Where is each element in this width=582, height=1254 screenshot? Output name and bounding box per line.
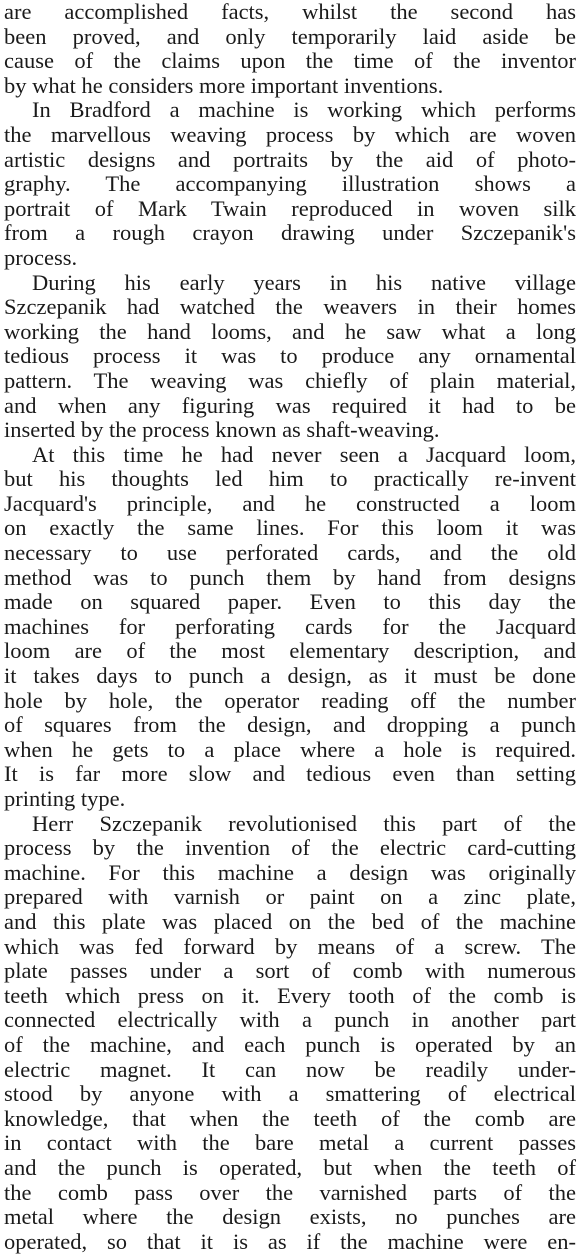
- text-line: tedious process it was to produce any ornamental: [4, 344, 576, 369]
- paragraph: [4, 812, 576, 1254]
- text-line: and the punch is operated, but when the teeth of: [4, 1155, 576, 1180]
- text-line: Szczepanik had watched the weavers in their homes: [4, 295, 576, 320]
- text-line: on exactly the same lines. For this loom it was: [4, 516, 576, 541]
- text-line: from a rough crayon drawing under Szczepanik's: [4, 221, 576, 246]
- text-line: prepared with varnish or paint on a zinc plate,: [4, 885, 576, 910]
- text-line: been proved, and only temporarily laid aside be: [4, 24, 576, 49]
- text-line: machine. For this machine a design was originally: [4, 860, 576, 885]
- text-line: working the hand looms, and he saw what a long: [4, 319, 576, 344]
- text-line: of squares from the design, and dropping a punch: [4, 713, 576, 738]
- text-line: in contact with the bare metal a current passes: [4, 1131, 576, 1156]
- text-line: knowledge, that when the teeth of the comb are: [4, 1106, 576, 1131]
- text-line: connected electrically with a punch in another part: [4, 1008, 576, 1033]
- text-line: graphy. The accompanying illustration shows a: [4, 172, 576, 197]
- text-line: the marvellous weaving process by which are woven: [4, 122, 576, 147]
- paragraph: [4, 0, 576, 98]
- text-line: necessary to use perforated cards, and the old: [4, 541, 576, 566]
- paragraph: [4, 98, 576, 270]
- text-line: At this time he had never seen a Jacquard loom,: [32, 442, 576, 467]
- text-line: loom are of the most elementary description, and: [4, 639, 576, 664]
- text-line: Jacquard's principle, and he constructed a loom: [4, 491, 576, 516]
- text-line: plate passes under a sort of comb with numerous: [4, 959, 576, 984]
- text-line: cause of the claims upon the time of the inventor: [4, 49, 576, 74]
- text-line: printing type.: [4, 787, 126, 811]
- text-line: but his thoughts led him to practically re-invent: [4, 467, 576, 492]
- text-line: operated, so that it is as if the machine were en-: [4, 1229, 576, 1254]
- text-line: it takes days to punch a design, as it must be done: [4, 664, 576, 689]
- text-line: It is far more slow and tedious even than setting: [4, 762, 576, 787]
- text-line: method was to punch them by hand from designs: [4, 565, 576, 590]
- text-line: metal where the design exists, no punches are: [4, 1205, 576, 1230]
- text-line: made on squared paper. Even to this day the: [4, 590, 576, 615]
- text-line: portrait of Mark Twain reproduced in woven silk: [4, 196, 576, 221]
- paragraph: [4, 271, 576, 443]
- text-line: and this plate was placed on the bed of the machine: [4, 909, 576, 934]
- text-line: of the machine, and each punch is operated by an: [4, 1032, 576, 1057]
- text-line: pattern. The weaving was chiefly of plain material,: [4, 368, 576, 393]
- text-line: teeth which press on it. Every tooth of the comb is: [4, 983, 576, 1008]
- text-line: During his early years in his native village: [32, 270, 576, 295]
- text-line: which was fed forward by means of a screw. The: [4, 934, 576, 959]
- text-line: inserted by the process known as shaft-weaving.: [4, 418, 440, 443]
- text-line: hole by hole, the operator reading off the number: [4, 688, 576, 713]
- text-line: are accomplished facts, whilst the second has: [4, 0, 576, 24]
- text-line: and when any figuring was required it had to be: [4, 393, 576, 418]
- paragraph: [4, 443, 576, 812]
- text-line: the comb pass over the varnished parts of the: [4, 1180, 576, 1205]
- text-line: when he gets to a place where a hole is required.: [4, 737, 576, 762]
- text-line: stood by anyone with a smattering of electrical: [4, 1082, 576, 1107]
- text-line: artistic designs and portraits by the aid of photo-: [4, 147, 576, 172]
- text-line: machines for perforating cards for the Jacquard: [4, 614, 576, 639]
- text-line: electric magnet. It can now be readily under-: [4, 1057, 576, 1082]
- text-line: process by the invention of the electric card-cutting: [4, 836, 576, 861]
- text-line: process.: [4, 245, 78, 270]
- text-line: In Bradford a machine is working which performs: [32, 98, 576, 123]
- text-line: Herr Szczepanik revolutionised this part of the: [32, 811, 576, 836]
- text-line: by what he considers more important inventions.: [4, 73, 444, 98]
